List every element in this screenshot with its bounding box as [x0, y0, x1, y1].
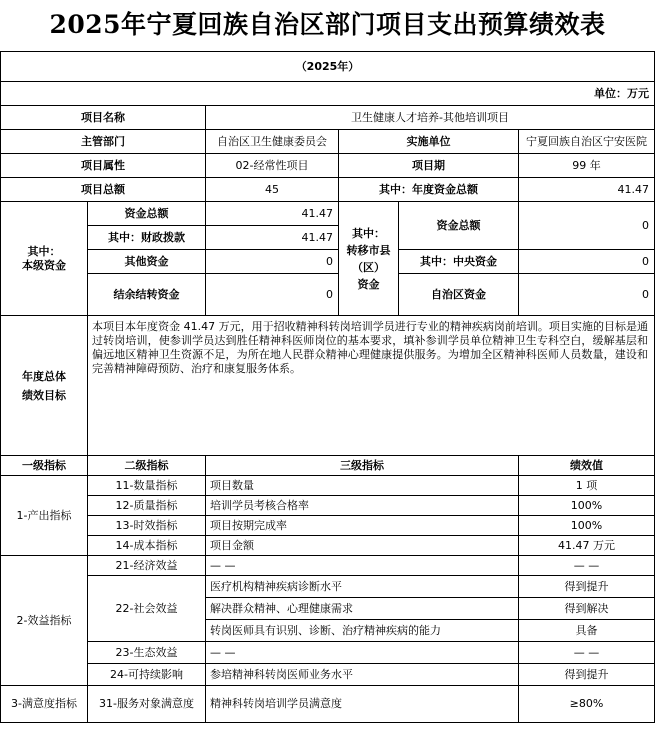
header-level1: 一级指标	[1, 456, 88, 476]
indicator-value: ≥80%	[519, 686, 655, 723]
carry-funds-label: 结余结转资金	[88, 274, 206, 316]
indicator-value: 100%	[519, 516, 655, 536]
level3-indicator: 培训学员考核合格率	[206, 496, 519, 516]
indicator-value: 得到提升	[519, 664, 655, 686]
indicator-value: 1 项	[519, 476, 655, 496]
total-value: 45	[206, 178, 339, 202]
level3-indicator: — —	[206, 642, 519, 664]
group-output: 1-产出指标	[1, 476, 88, 556]
level2-indicator: 23-生态效益	[88, 642, 206, 664]
level3-indicator: 项目金额	[206, 536, 519, 556]
project-name-value: 卫生健康人才培养-其他培训项目	[206, 106, 655, 130]
indicator-value: 100%	[519, 496, 655, 516]
project-name-label: 项目名称	[1, 106, 206, 130]
level3-indicator: 医疗机构精神疾病诊断水平	[206, 576, 519, 598]
page-title: 2025年宁夏回族自治区部门项目支出预算绩效表	[49, 10, 606, 39]
performance-table	[0, 51, 655, 723]
other-funds-label: 其他资金	[88, 250, 206, 274]
indicator-value: 具备	[519, 620, 655, 642]
annual-value: 41.47	[519, 178, 655, 202]
level3-indicator: 转岗医师具有识别、诊断、治疗精神疾病的能力	[206, 620, 519, 642]
indicator-value: 得到解决	[519, 598, 655, 620]
funds-total-value: 41.47	[206, 202, 339, 226]
unit-label: 单位：万元	[1, 82, 655, 106]
goal-label: 年度总体 绩效目标	[1, 316, 88, 456]
level2-indicator: 21-经济效益	[88, 556, 206, 576]
indicator-value: 得到提升	[519, 576, 655, 598]
level3-indicator: 项目数量	[206, 476, 519, 496]
indicator-value: — —	[519, 556, 655, 576]
level2-indicator: 31-服务对象满意度	[88, 686, 206, 723]
level3-indicator: 参培精神科转岗医师业务水平	[206, 664, 519, 686]
year-label: （2025年）	[1, 52, 655, 82]
header-level3: 三级指标	[206, 456, 519, 476]
transfer-total-value: 0	[519, 202, 655, 250]
impl-value: 宁夏回族自治区宁安医院	[519, 130, 655, 154]
level2-indicator: 22-社会效益	[88, 576, 206, 642]
dept-label: 主管部门	[1, 130, 206, 154]
other-funds-value: 0	[206, 250, 339, 274]
attr-value: 02-经常性项目	[206, 154, 339, 178]
funds-total-label: 资金总额	[88, 202, 206, 226]
transfer-total-label: 资金总额	[399, 202, 519, 250]
header-level2: 二级指标	[88, 456, 206, 476]
region-funds-value: 0	[519, 274, 655, 316]
central-funds-value: 0	[519, 250, 655, 274]
level2-indicator: 12-质量指标	[88, 496, 206, 516]
central-funds-label: 其中：中央资金	[399, 250, 519, 274]
level2-indicator: 24-可持续影响	[88, 664, 206, 686]
indicator-value: — —	[519, 642, 655, 664]
group-effect: 2-效益指标	[1, 556, 88, 686]
impl-label: 实施单位	[339, 130, 519, 154]
transfer-funds-label: 其中： 转移市县（区） 资金	[339, 202, 399, 316]
local-funds-label: 其中： 本级资金	[1, 202, 88, 316]
dept-value: 自治区卫生健康委员会	[206, 130, 339, 154]
level2-indicator: 13-时效指标	[88, 516, 206, 536]
period-label: 项目期	[339, 154, 519, 178]
carry-funds-value: 0	[206, 274, 339, 316]
annual-label: 其中：年度资金总额	[339, 178, 519, 202]
level3-indicator: 项目按期完成率	[206, 516, 519, 536]
level3-indicator: 解决群众精神、心理健康需求	[206, 598, 519, 620]
level3-indicator: 精神科转岗培训学员满意度	[206, 686, 519, 723]
level2-indicator: 11-数量指标	[88, 476, 206, 496]
level3-indicator: — —	[206, 556, 519, 576]
fiscal-label: 其中：财政拨款	[88, 226, 206, 250]
goal-text: 本项目本年度资金 41.47 万元，用于招收精神科转岗培训学员进行专业的精神疾病岗前培训。项目实施的目标是通过转岗培训，使参训学员达到胜任精神科医师岗位的基本要求，填补参训学员单位精神卫生专科空白，缓解基层和偏远地区精神卫生资源不足，为所在地人民群众精神心理健康提供服务。为增加全区精神科医师人员数量，建设和完善精神障碍预防、治疗和康复服务体系。	[88, 316, 655, 456]
level2-indicator: 14-成本指标	[88, 536, 206, 556]
group-satisfaction: 3-满意度指标	[1, 686, 88, 723]
attr-label: 项目属性	[1, 154, 206, 178]
header-value: 绩效值	[519, 456, 655, 476]
total-label: 项目总额	[1, 178, 206, 202]
period-value: 99 年	[519, 154, 655, 178]
indicator-value: 41.47 万元	[519, 536, 655, 556]
fiscal-value: 41.47	[206, 226, 339, 250]
region-funds-label: 自治区资金	[399, 274, 519, 316]
